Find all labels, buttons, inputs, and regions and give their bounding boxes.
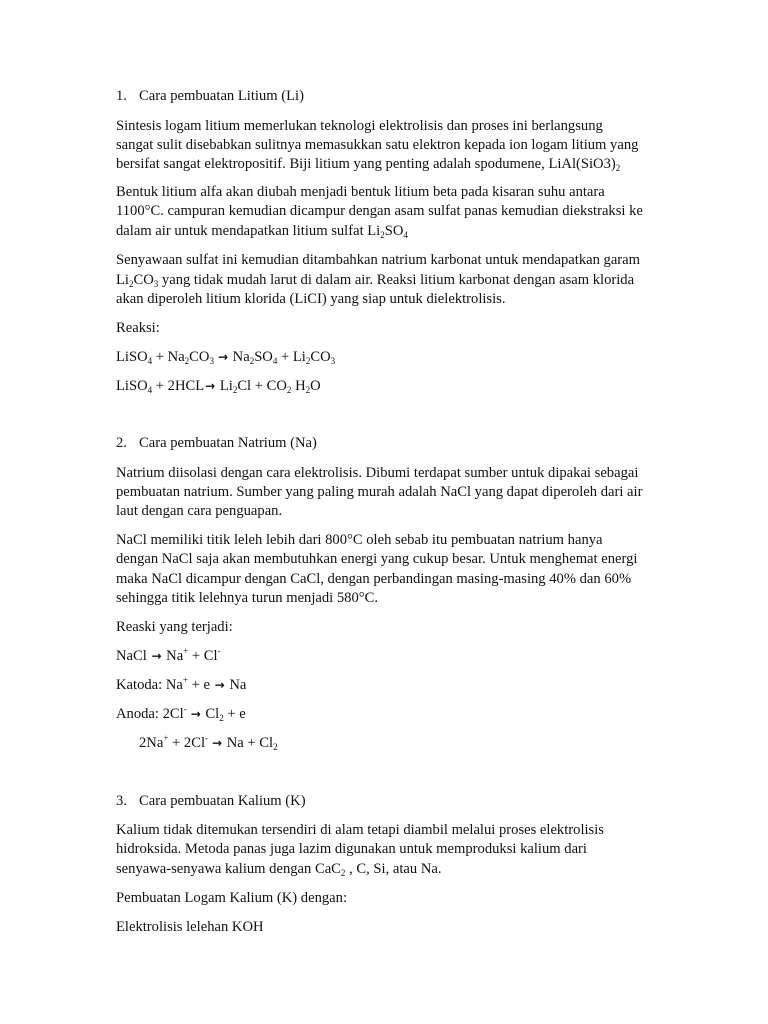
paragraph-line: Natrium diisolasi dengan cara elektrolisis. Dibumi terdapat sumber untuk dipakai sebagai xyxy=(116,465,639,481)
paragraph-line: 1100°C. campuran kemudian dicampur dengan asam sulfat panas kemudian diekstraksi ke xyxy=(116,203,643,219)
reaction-label: Reaksi: xyxy=(116,320,160,336)
section-1-number: 1. xyxy=(116,88,127,104)
section-3-heading xyxy=(116,792,306,811)
chemical-equation: LiSO$_4$ + $2HCL\to Li_2Cl + CO_2$ $H_2O$ xyxy=(116,378,321,395)
section-2-number: 2. xyxy=(116,435,127,451)
arrow-right-icon: → xyxy=(151,649,162,663)
paragraph-line: laut dengan cara penguapan. xyxy=(116,503,283,519)
chemical-equation: LiSO$_4$ + $Na_2CO_3 \to Na_2SO_4 + Li_2CO_3$ xyxy=(116,349,336,366)
section-1-title: Cara pembuatan Litium (Li) xyxy=(139,88,304,104)
paragraph-line: dalam air untuk mendapatkan litium sulfat $Li_2SO_4$ xyxy=(116,223,408,240)
chemical-equation: $2Na^+ + 2Cl^- \to Na + Cl_2$ xyxy=(139,733,278,752)
section-2-title: Cara pembuatan Natrium (Na) xyxy=(139,435,317,451)
paragraph-line: sehingga titik lelehnya turun menjadi 580°C. xyxy=(116,590,378,606)
arrow-right-icon: → xyxy=(190,707,201,721)
chemical-equation: Anoda: $2Cl^- \to Cl_2 + e$ xyxy=(116,704,246,723)
paragraph-line: dengan NaCl saja akan membutuhkan energi yang cukup besar. Untuk menghemat energi xyxy=(116,551,638,567)
section-2-heading xyxy=(116,434,317,453)
paragraph-line: hidroksida. Metoda panas juga lazim digunakan untuk memproduksi kalium dari xyxy=(116,841,587,857)
paragraph-line: sangat sulit disebabkan sulitnya memasukkan satu elektron kepada ion logam litium yang xyxy=(116,137,639,153)
chemical-equation: NaCl → Na+ + Cl- xyxy=(116,646,221,664)
section-1-heading xyxy=(116,87,304,106)
arrow-right-icon: → xyxy=(205,379,216,393)
paragraph-line: NaCl memiliki titik leleh lebih dari 800°C oleh sebab itu pembuatan natrium hanya xyxy=(116,532,603,548)
paragraph-line: $Li_2CO_3$ yang tidak mudah larut di dalam air. Reaksi litium karbonat dengan asam klorida xyxy=(116,272,635,289)
arrow-right-icon: → xyxy=(212,736,223,750)
paragraph-line: akan diperoleh litium klorida (LiCI) yang siap untuk dielektrolisis. xyxy=(116,291,506,307)
paragraph-line: bersifat sangat elektropositif. Biji litium yang penting adalah spodumene, $LiAl(SiO3)_2$ xyxy=(116,156,621,173)
paragraph-line: maka NaCl dicampur dengan CaCl, dengan perbandingan masing-masing 40% dan 60% xyxy=(116,571,632,587)
reaction-label: Reaski yang terjadi: xyxy=(116,619,233,635)
paragraph-line: Senyawaan sulfat ini kemudian ditambahkan natrium karbonat untuk mendapatkan garam xyxy=(116,252,640,268)
paragraph-line: Elektrolisis lelehan KOH xyxy=(116,919,264,935)
paragraph-line: Kalium tidak ditemukan tersendiri di alam tetapi diambil melalui proses elektrolisis xyxy=(116,822,604,838)
chemical-equation: Katoda: Na+ + e → Na xyxy=(116,675,247,693)
section-3-number: 3. xyxy=(116,793,127,809)
paragraph-line: Sintesis logam litium memerlukan teknologi elektrolisis dan proses ini berlangsung xyxy=(116,118,603,134)
paragraph-line: Pembuatan Logam Kalium (K) dengan: xyxy=(116,890,348,906)
arrow-right-icon: → xyxy=(214,678,225,692)
paragraph-line: Bentuk litium alfa akan diubah menjadi bentuk litium beta pada kisaran suhu antara xyxy=(116,184,605,200)
section-3-title: Cara pembuatan Kalium (K) xyxy=(139,793,306,809)
paragraph-line: pembuatan natrium. Sumber yang paling murah adalah NaCl yang dapat diperoleh dari air xyxy=(116,484,643,500)
arrow-right-icon: → xyxy=(217,350,229,364)
paragraph-line: senyawa-senyawa kalium dengan CaC$_2$ , C, Si, atau Na. xyxy=(116,861,442,878)
